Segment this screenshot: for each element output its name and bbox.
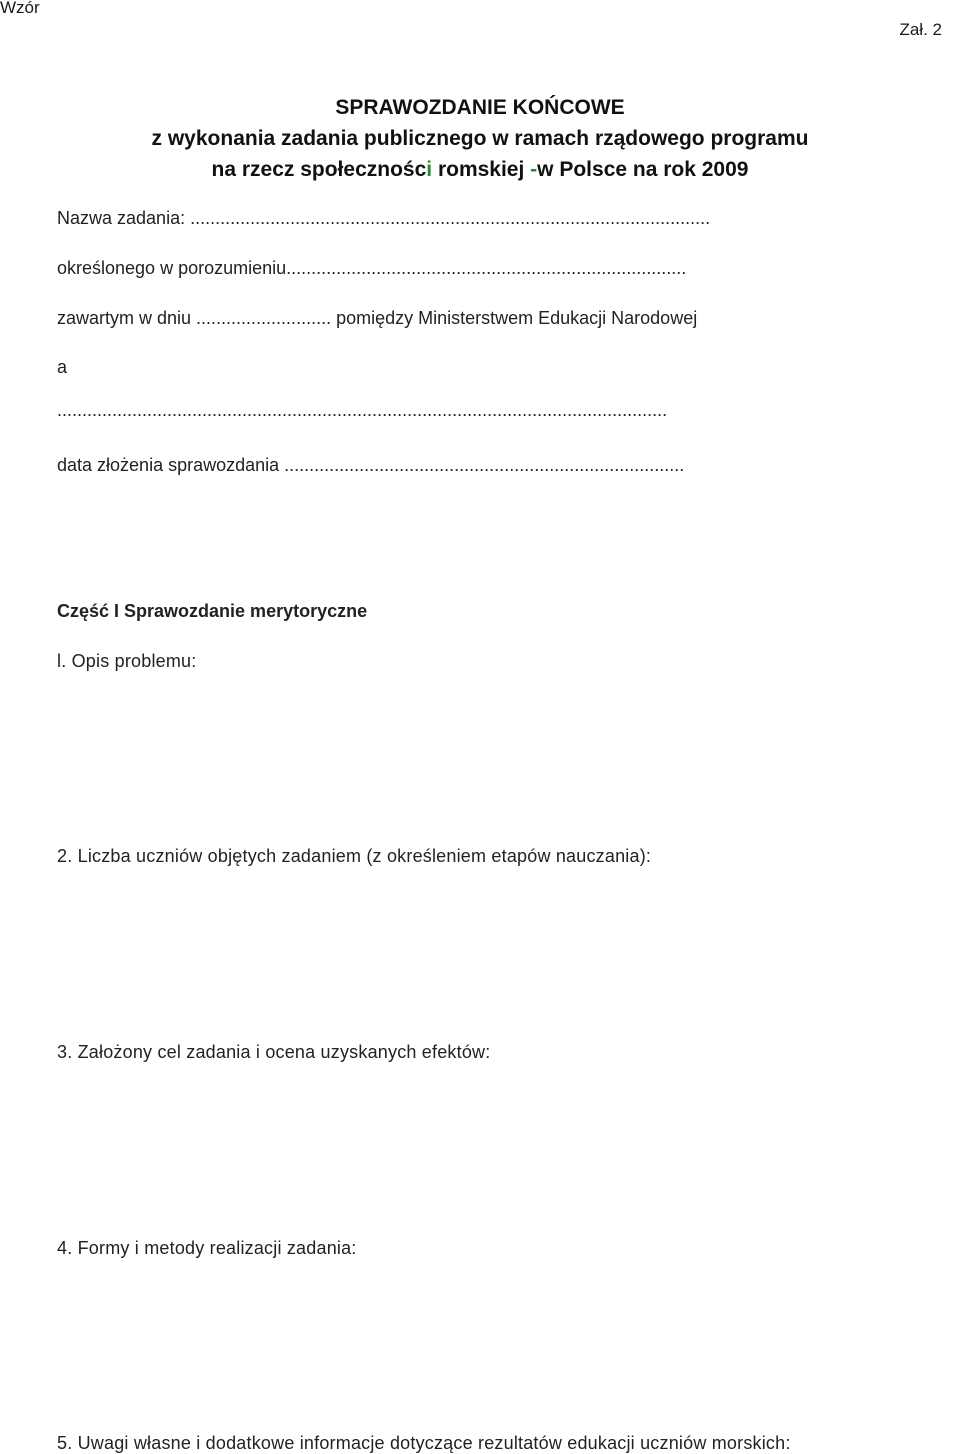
question-5: 5. Uwagi własne i dodatkowe informacje dotyczące rezultatów edukacji uczniów morskich:: [57, 1433, 791, 1453]
title-line-3-a: na rzecz społecznośc: [211, 158, 427, 181]
task-name-field: Nazwa zadania: ........................................................................................................: [57, 208, 711, 228]
and-label: a: [57, 357, 68, 377]
title-line-2: z wykonania zadania publicznego w ramach rządowego programu: [151, 127, 809, 150]
title-line-1: SPRAWOZDANIE KOŃCOWE: [335, 96, 625, 119]
title-line-3-d: -: [530, 158, 538, 181]
title-line-3: [0, 154, 960, 185]
agreement-field: określonego w porozumieniu................................................................................: [57, 258, 687, 278]
other-party-field: ..........................................................................................................................: [57, 400, 668, 420]
part1-heading: Część I Sprawozdanie merytoryczne: [57, 601, 368, 621]
title-line-3-b: i: [426, 158, 433, 181]
question-3: 3. Założony cel zadania i ocena uzyskanych efektów:: [57, 1042, 491, 1062]
title-line-3-e: w Polsce na rok 2009: [537, 158, 749, 181]
question-2: 2. Liczba uczniów objętych zadaniem (z określeniem etapów nauczania):: [57, 846, 652, 866]
template-label: Wzór: [0, 0, 40, 17]
attachment-number: Zał. 2: [899, 20, 942, 39]
concluded-date-field: zawartym w dniu ........................... pomiędzy Ministerstwem Edukacji Narodowej: [57, 308, 698, 328]
report-date-field: data złożenia sprawozdania ................................................................................: [57, 455, 685, 475]
title-line-3-c: romskiej: [432, 158, 531, 181]
question-1: l. Opis problemu:: [57, 651, 197, 671]
document-title: [0, 92, 960, 185]
question-4: 4. Formy i metody realizacji zadania:: [57, 1238, 357, 1258]
